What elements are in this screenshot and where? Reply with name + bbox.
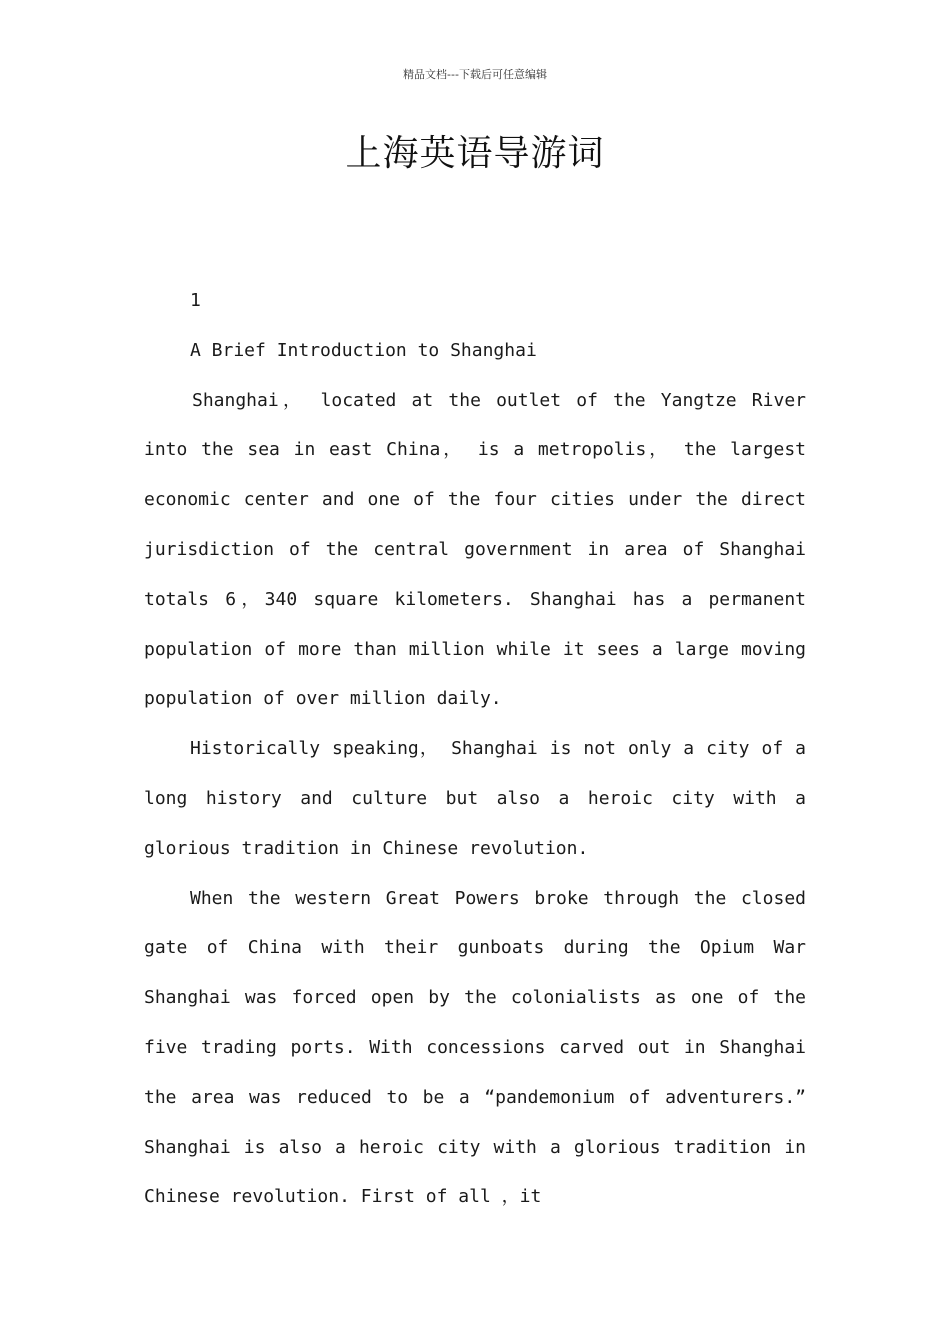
section-number: 1 bbox=[190, 290, 201, 311]
document-title: 上海英语导游词 bbox=[345, 133, 605, 174]
document-body bbox=[144, 276, 806, 1222]
paragraph: Historically speaking， Shanghai is not only a city of a long history and culture but also a heroic city with a glorious tradition in Chinese revolution. bbox=[144, 738, 806, 859]
section-heading: A Brief Introduction to Shanghai bbox=[190, 339, 537, 361]
page-header-note: 精品文档---下载后可任意编辑 bbox=[403, 68, 547, 81]
paragraph: Shanghai， located at the outlet of the Yangtze River into the sea in east China， is a metropolis， the largest economic center and one of the four cities under the direct jurisdiction of the central government in area of Shanghai totals 6，340 square kilometers. Shanghai has a permanent population of more than million while it sees a large moving population of over million daily. bbox=[144, 389, 806, 710]
paragraph: When the western Great Powers broke through the closed gate of China with their gunboats during the Opium War Shanghai was forced open by the colonialists as one of the five trading ports. With concessions carved out in Shanghai the area was reduced to be a “pandemonium of adventurers.” Shanghai is also a heroic city with a glorious tradition in Chinese revolution. First of all ，it bbox=[144, 887, 806, 1208]
